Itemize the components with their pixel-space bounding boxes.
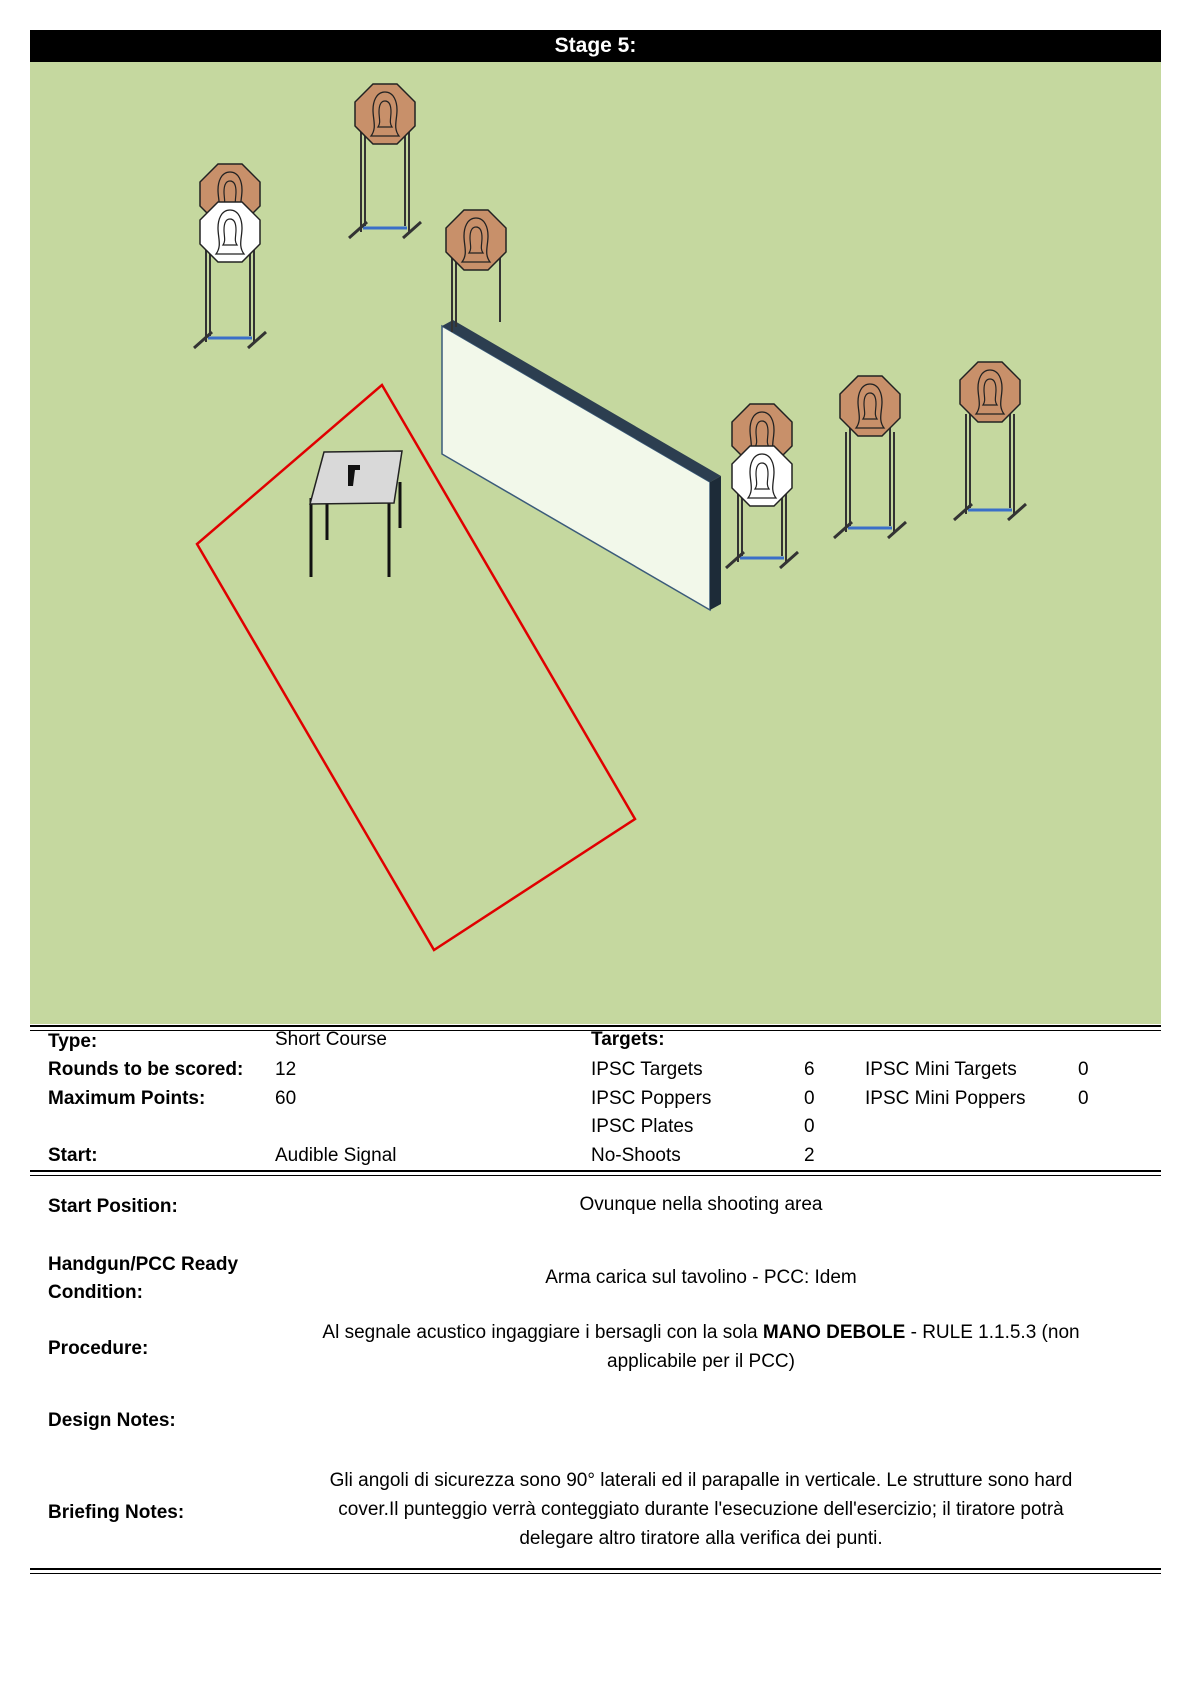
- divider: [30, 1568, 1161, 1570]
- ipsc-targets-value: 6: [804, 1059, 815, 1080]
- ipsc-poppers-value: 0: [804, 1088, 815, 1109]
- start-label: Start:: [48, 1145, 98, 1166]
- briefing-line-3: delegare altro tiratore alla verifica dei punti.: [519, 1528, 883, 1549]
- target-stand-right-2: [834, 426, 906, 538]
- mini-targets-value: 0: [1078, 1059, 1089, 1080]
- points-label: Maximum Points:: [48, 1088, 206, 1109]
- briefing-notes-label: Briefing Notes:: [48, 1502, 185, 1523]
- divider: [30, 1573, 1161, 1574]
- briefing-line-1: Gli angoli di sicurezza sono 90° laterali ed il parapalle in verticale. Le strutture sono hard: [329, 1470, 1073, 1491]
- target-stand-right-3: [954, 408, 1026, 520]
- start-position-label: Start Position:: [48, 1196, 178, 1217]
- design-notes-label: Design Notes:: [48, 1410, 176, 1431]
- no-shoot-2: [732, 446, 792, 506]
- start-value: Audible Signal: [275, 1145, 397, 1166]
- start-position-value: Ovunque nella shooting area: [579, 1194, 823, 1215]
- procedure-label: Procedure:: [48, 1338, 149, 1359]
- ipsc-target-6: [960, 362, 1020, 422]
- procedure-value: [286, 1318, 1116, 1376]
- loading-table: [310, 451, 402, 577]
- type-value: Short Course: [275, 1029, 387, 1050]
- ipsc-target-2: [355, 84, 415, 144]
- briefing-notes-value: [286, 1466, 1116, 1553]
- rounds-label: Rounds to be scored:: [48, 1059, 244, 1080]
- ipsc-plates-label: IPSC Plates: [591, 1116, 694, 1137]
- hard-cover-wall: [442, 320, 721, 610]
- targets-heading: Targets:: [591, 1029, 665, 1050]
- points-value: 60: [275, 1088, 297, 1109]
- ipsc-poppers-label: IPSC Poppers: [591, 1088, 712, 1109]
- rounds-value: 12: [275, 1059, 297, 1080]
- divider: [30, 1170, 1161, 1172]
- ipsc-target-3: [446, 210, 506, 270]
- no-shoot-1: [200, 202, 260, 262]
- stage-title: Stage 5:: [30, 30, 1161, 62]
- mini-targets-label: IPSC Mini Targets: [865, 1059, 1017, 1080]
- no-shoots-label: No-Shoots: [591, 1145, 681, 1166]
- stage-drawing: [30, 62, 1161, 1024]
- mini-poppers-label: IPSC Mini Poppers: [865, 1088, 1026, 1109]
- divider: [30, 1025, 1161, 1027]
- procedure-text-1: Al segnale acustico ingaggiare i bersagli con la sola: [322, 1322, 763, 1343]
- ipsc-plates-value: 0: [804, 1116, 815, 1137]
- ipsc-targets-label: IPSC Targets: [591, 1059, 703, 1080]
- briefing-line-2: cover.Il punteggio verrà conteggiato durante l'esecuzione dell'esercizio; il tiratore potrà: [338, 1499, 1064, 1520]
- ready-label-line1: Handgun/PCC Ready: [48, 1254, 239, 1275]
- ipsc-target-5: [840, 376, 900, 436]
- procedure-text-3: applicabile per il PCC): [607, 1351, 795, 1372]
- divider: [30, 1175, 1161, 1176]
- mini-poppers-value: 0: [1078, 1088, 1089, 1109]
- type-label: Type:: [48, 1031, 98, 1052]
- procedure-text-2: - RULE 1.1.5.3 (non: [905, 1322, 1080, 1343]
- stage-diagram: [30, 62, 1161, 1024]
- ready-label-line2: Condition:: [48, 1282, 143, 1303]
- no-shoots-value: 2: [804, 1145, 815, 1166]
- ready-value: Arma carica sul tavolino - PCC: Idem: [545, 1267, 857, 1288]
- procedure-emphasis: MANO DEBOLE: [762, 1322, 906, 1343]
